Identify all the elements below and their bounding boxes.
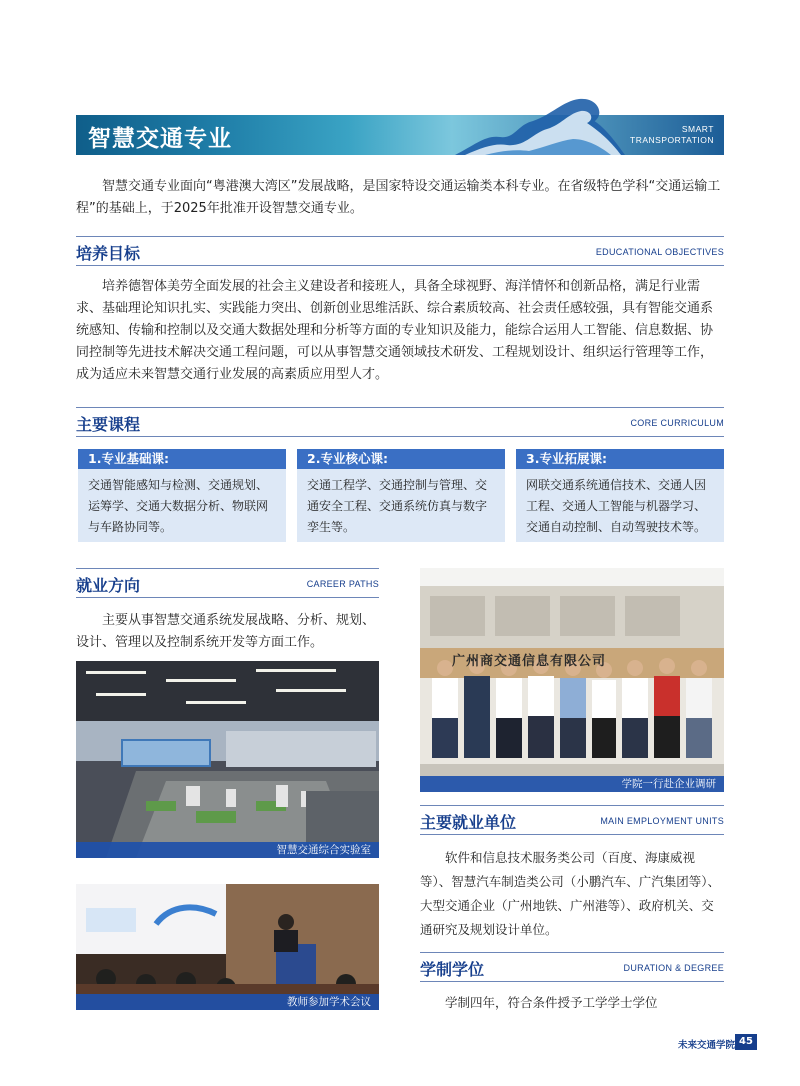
conference-photo-image [76, 884, 379, 1010]
career-paragraph: 主要从事智慧交通系统发展战略、分析、规划、设计、管理以及控制系统开发等方面工作。 [76, 613, 376, 650]
degree-title: 学制学位 [420, 960, 485, 979]
company-visit-caption: 学院一行赴企业调研 [420, 776, 724, 792]
lab-photo-caption: 智慧交通综合实验室 [76, 842, 379, 858]
objectives-paragraph: 培养德智体美劳全面发展的社会主义建设者和接班人，具备全球视野、海洋情怀和创新品格，满足行业需求、基础理论知识扎实、实践能力突出、创新创业思维活跃、综合素质较高、社会责任感较强，具有智能交通系统感知、传输和控制以及交通大数据处理和分析等方面的专业知识及能力，能综合运用人工智能、信息数据、协同控制等先进技术解决交通工程问题，可以从事智慧交通领域技术研发、工程规划设计、组织运行管理等工作，成为适应未来智慧交通行业发展的高素质应用型人才。 [76, 279, 714, 382]
section-banner [76, 115, 724, 155]
company-visit-photo [420, 568, 724, 792]
course-card-extension [516, 449, 724, 542]
course-card-head: 2.专业核心课: [297, 449, 505, 469]
degree-title-en: DURATION & DEGREE [623, 963, 724, 973]
company-visit-photo-image [420, 568, 724, 792]
banner-title: 智慧交通专业 [88, 126, 232, 152]
conference-photo [76, 884, 379, 1010]
objectives-title: 培养目标 [76, 244, 141, 263]
course-card-head: 3.专业拓展课: [516, 449, 724, 469]
course-card-body: 交通工程学、交通控制与管理、交通安全工程、交通系统仿真与数字孪生等。 [307, 478, 488, 534]
employers-title: 主要就业单位 [420, 813, 517, 832]
intro-paragraph: 智慧交通专业面向“粤港澳大湾区”发展战略，是国家特设交通运输类本科专业。在省级特色学科“交通运输工程”的基础上，于2025年批准开设智慧交通专业。 [76, 179, 721, 216]
page-number: 45 [735, 1034, 757, 1050]
career-title: 就业方向 [76, 576, 141, 595]
course-card-basic [78, 449, 286, 542]
objectives-title-en: EDUCATIONAL OBJECTIVES [595, 247, 724, 257]
curriculum-title: 主要课程 [76, 415, 141, 434]
company-sign-text: 广州商交通信息有限公司 [452, 654, 607, 669]
degree-paragraph: 学制四年，符合条件授予工学学士学位 [445, 995, 658, 1010]
banner-subtitle-line1: SMART [681, 124, 714, 134]
career-header [76, 568, 379, 598]
curriculum-header [76, 407, 724, 437]
course-card-core [297, 449, 505, 542]
degree-header [420, 952, 724, 982]
lab-photo [76, 661, 379, 858]
lab-photo-image [76, 661, 379, 858]
footer-label: 未来交通学院 [678, 1040, 736, 1051]
course-card-body: 网联交通系统通信技术、交通人因工程、交通人工智能与机器学习、交通自动控制、自动驾驶技术等。 [526, 478, 707, 534]
curriculum-title-en: CORE CURRICULUM [630, 418, 724, 428]
employers-paragraph: 软件和信息技术服务类公司（百度、海康威视等）、智慧汽车制造类公司（小鹏汽车、广汽集团等）、大型交通企业（广州地铁、广州港等）、政府机关、交通研究及规划设计单位。 [420, 850, 721, 937]
banner-subtitle-en [630, 124, 714, 146]
objectives-header [76, 236, 724, 266]
wave-illustration-icon [455, 95, 625, 157]
course-card-body: 交通智能感知与检测、交通规划、运筹学、交通大数据分析、物联网与车路协同等。 [88, 478, 269, 534]
employers-title-en: MAIN EMPLOYMENT UNITS [600, 816, 724, 826]
course-card-head: 1.专业基础课: [78, 449, 286, 469]
banner-subtitle-line2: TRANSPORTATION [630, 135, 714, 145]
employers-header [420, 805, 724, 835]
conference-photo-caption: 教师参加学术会议 [76, 994, 379, 1010]
career-title-en: CAREER PATHS [306, 579, 379, 589]
